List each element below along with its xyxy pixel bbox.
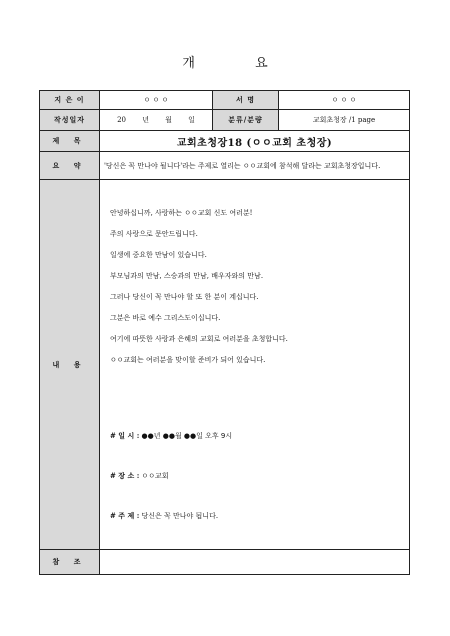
date-label: 작성일자 [40, 110, 100, 131]
paragraph: ㅇㅇ교회는 여러분을 맞이할 준비가 되어 있습니다. [110, 356, 266, 364]
event-place-label: # 장 소 : [110, 471, 140, 480]
category-value: 교회초청장 /1 page [279, 110, 410, 131]
event-time [110, 431, 232, 441]
title-label: 제 목 [40, 131, 100, 152]
title-row [40, 131, 410, 152]
paragraph: 여기에 따뜻한 사랑과 은혜의 교회로 여러분을 초청합니다. [110, 335, 288, 343]
summary-row [40, 152, 410, 180]
content-body [100, 180, 409, 549]
event-theme-label: # 주 제 : [110, 511, 140, 520]
event-place [110, 471, 169, 481]
content-label: 내 용 [40, 180, 100, 550]
category-label: 분류/분량 [213, 110, 279, 131]
page-title: 개 요 [182, 56, 296, 71]
date-value: 20 년 월 일 [100, 110, 213, 131]
title-value: 교회초청장18 (ㅇㅇ교회 초청장) [100, 131, 410, 152]
paragraph: 부모님과의 만남, 스승과의 만남, 배우자와의 만남. [110, 272, 264, 280]
paragraph: 그러나 당신이 꼭 만나야 할 또 한 분이 계십니다. [110, 293, 259, 301]
summary-value: '당신은 꼭 만나야 될니다'라는 주제로 열리는 ㅇㅇ교회에 참석해 달라는 교회초청장입니다. [100, 152, 410, 180]
reader-value: ㅇ ㅇ ㅇ [279, 91, 410, 110]
event-time-value: ●●년 ●●월 ●●일 오후 9시 [141, 432, 233, 440]
event-theme-value: 당신은 꼭 만나야 됩니다. [141, 512, 219, 520]
reference-row [40, 550, 410, 575]
paragraph: 안녕하십니까, 사랑하는 ㅇㅇ교회 신도 여러분! [110, 209, 253, 217]
event-place-value: ㅇㅇ교회 [141, 472, 169, 480]
author-label: 지 은 이 [40, 91, 100, 110]
reference-label: 참 조 [40, 550, 100, 575]
content-cell [100, 180, 410, 550]
summary-label: 요 약 [40, 152, 100, 180]
document-summary-table [39, 90, 410, 575]
author-row [40, 91, 410, 110]
paragraph: 그분은 바로 예수 그리스도이십니다. [110, 314, 221, 322]
paragraph: 주의 사랑으로 문안드립니다. [110, 230, 198, 238]
event-theme [110, 511, 218, 521]
author-value: ㅇ ㅇ ㅇ [100, 91, 213, 110]
reader-label: 서 명 [213, 91, 279, 110]
date-row [40, 110, 410, 131]
event-time-label: # 일 시 : [110, 431, 140, 440]
paragraph: 일생에 중요한 만남이 있습니다. [110, 251, 207, 259]
reference-value [100, 550, 410, 575]
content-row [40, 180, 410, 550]
